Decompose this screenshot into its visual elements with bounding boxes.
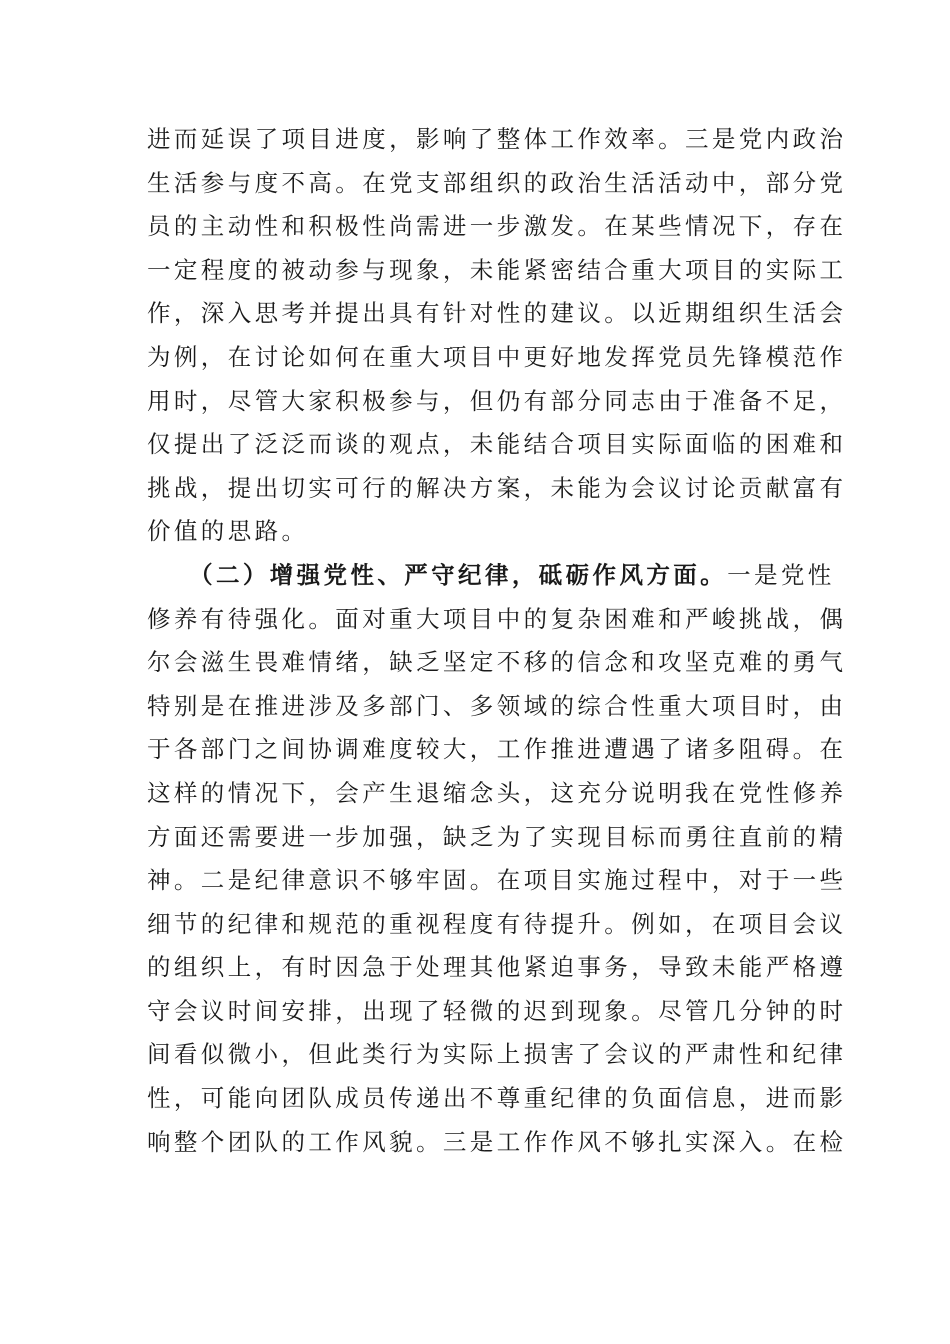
section-heading: （二）增强党性、严守纪律，砥砺作风方面。 (200, 560, 728, 589)
body-text (147, 118, 847, 1164)
text-line: 为例，在讨论如何在重大项目中更好地发挥党员先锋模范作 (147, 342, 847, 371)
text-line: 作，深入思考并提出具有针对性的建议。以近期组织生活会 (147, 299, 847, 328)
text-line: 响整个团队的工作风貌。三是工作作风不够扎实深入。在检 (147, 1127, 847, 1156)
text-line: 修养有待强化。面对重大项目中的复杂困难和严峻挑战，偶 (147, 604, 847, 633)
text-line: 性，可能向团队成员传递出不尊重纪律的负面信息，进而影 (147, 1084, 847, 1113)
text-line: 守会议时间安排，出现了轻微的迟到现象。尽管几分钟的时 (147, 996, 847, 1025)
text-line: 生活参与度不高。在党支部组织的政治生活活动中，部分党 (147, 168, 847, 197)
heading-line-rest: 一是党性 (727, 560, 835, 589)
text-line: 细节的纪律和规范的重视程度有待提升。例如，在项目会议 (147, 909, 847, 938)
text-line: 的组织上，有时因急于处理其他紧迫事务，导致未能严格遵 (147, 953, 847, 982)
text-line: 员的主动性和积极性尚需进一步激发。在某些情况下，存在 (147, 212, 847, 241)
text-line: 尔会滋生畏难情绪，缺乏坚定不移的信念和攻坚克难的勇气 (147, 648, 847, 677)
text-line: 挑战，提出切实可行的解决方案，未能为会议讨论贡献富有 (147, 473, 847, 502)
text-line: 用时，尽管大家积极参与，但仍有部分同志由于准备不足， (147, 386, 847, 415)
paragraph-indent (147, 561, 201, 589)
text-line: 特别是在推进涉及多部门、多领域的综合性重大项目时，由 (147, 691, 847, 720)
text-line: 方面还需要进一步加强，缺乏为了实现目标而勇往直前的精 (147, 822, 847, 851)
text-line: 于各部门之间协调难度较大，工作推进遭遇了诸多阻碍。在 (147, 735, 847, 764)
text-line: 间看似微小，但此类行为实际上损害了会议的严肃性和纪律 (147, 1040, 847, 1069)
text-line: 神。二是纪律意识不够牢固。在项目实施过程中，对于一些 (147, 866, 847, 895)
text-line: 一定程度的被动参与现象，未能紧密结合重大项目的实际工 (147, 255, 847, 284)
text-line: 价值的思路。 (147, 517, 309, 546)
text-line: 进而延误了项目进度，影响了整体工作效率。三是党内政治 (147, 125, 847, 153)
text-line: 这样的情况下，会产生退缩念头，这充分说明我在党性修养 (147, 778, 847, 807)
text-line: 仅提出了泛泛而谈的观点，未能结合项目实际面临的困难和 (147, 430, 847, 459)
section-heading-line (147, 554, 835, 598)
